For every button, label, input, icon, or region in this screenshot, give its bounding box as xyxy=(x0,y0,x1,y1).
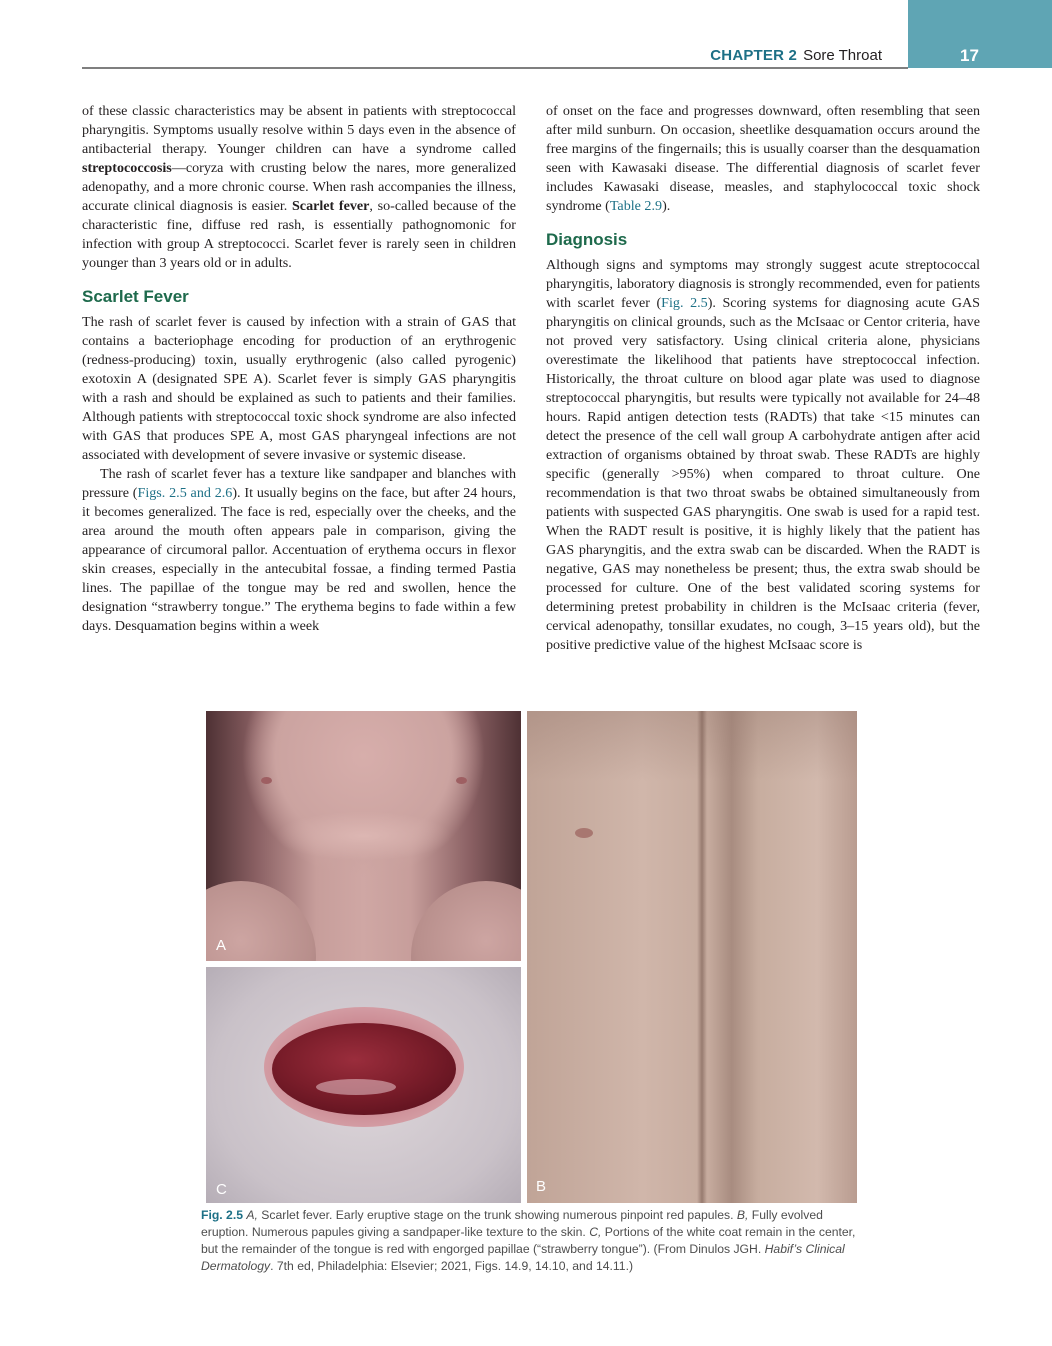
panel-label-b: B xyxy=(536,1178,547,1195)
header-rule xyxy=(82,67,908,69)
shadow-shape xyxy=(527,711,857,781)
text-run: of onset on the face and progresses downward, often resembling that seen after mild sunburn. On occasion, sheetlike desquamation occurs around the free margins of the fingernails; this is usually coarser than the desquamation seen with Kawasaki disease. The differential diagnosis of scarlet fever includes Kawasaki disease, measles, and staphylococcal toxic shock syndrome ( xyxy=(546,103,980,214)
tongue-highlight xyxy=(316,1079,396,1095)
caption-text: Portions of the white coat remain in the center, but the remainder of the tongue is red with engorged papillae (“strawberry tongue”). (From Dinulos JGH. xyxy=(201,1225,856,1256)
left-column xyxy=(82,102,516,636)
caption-letter: B, xyxy=(736,1208,749,1222)
nipple-shape xyxy=(261,777,272,784)
figure-2-5 xyxy=(206,711,857,1203)
table-link[interactable]: Table 2.9 xyxy=(609,198,663,214)
page-number: 17 xyxy=(960,46,979,65)
section-heading-scarlet-fever: Scarlet Fever xyxy=(82,287,189,306)
right-column xyxy=(546,102,980,655)
section-heading-diagnosis: Diagnosis xyxy=(546,230,628,249)
shoulder-shape xyxy=(411,881,521,961)
caption-text: Fully evolved eruption. Numerous papules giving a sandpaper-like texture to the skin. xyxy=(201,1208,823,1239)
text-run: The rash of scarlet fever has a texture like sandpaper and blanches with pressure ( xyxy=(82,466,516,501)
figure-link[interactable]: Figs. 2.5 and 2.6 xyxy=(137,485,233,501)
caption-book-title: Habif’s Clinical Dermatology xyxy=(201,1242,845,1273)
figure-caption xyxy=(201,1207,861,1275)
paragraph xyxy=(546,102,980,216)
photo-panel-a-trunk xyxy=(206,711,521,961)
figure-link[interactable]: Fig. 2.5 xyxy=(661,295,708,311)
chapter-title: Sore Throat xyxy=(803,47,882,64)
nipple-shape xyxy=(575,828,593,838)
caption-figure-label: Fig. 2.5 xyxy=(201,1208,243,1222)
photo-panel-b-arm xyxy=(527,711,857,1203)
caption-letter: A, xyxy=(246,1208,258,1222)
text-run: , so-called because of the characteristic fine, diffuse red rash, is essentially pathognomonic for infection with group A streptococci. Scarlet fever is rarely seen in children younger than 3 years old or in adults. xyxy=(82,198,517,271)
caption-text: Scarlet fever. Early eruptive stage on the trunk showing numerous pinpoint red papules. xyxy=(257,1208,737,1222)
caption-text: . 7th ed, Philadelphia: Elsevier; 2021, Figs. 14.9, 14.10, and 14.11.) xyxy=(270,1259,634,1273)
paragraph xyxy=(82,465,516,636)
bold-term: streptococcosis xyxy=(82,160,172,176)
chapter-tab xyxy=(908,0,1052,68)
paragraph: The rash of scarlet fever is caused by infection with a strain of GAS that contains a bacteriophage encoding for production of an erythrogenic (redness-producing) toxin, usually erythrogenic (also called pyrogenic) exotoxin A (designated SPE A). Scarlet fever is simply GAS pharyngitis with a rash and should be explained as such to patients and their families. Although patients with streptococcal toxic shock syndrome are also infected with GAS that produces SPE A, most GAS pharyngeal infections are not associated with development of severe invasive or systemic disease. xyxy=(82,314,516,463)
photo-panel-c-tongue xyxy=(206,967,521,1203)
caption-letter: C, xyxy=(589,1225,602,1239)
arm-edge-shape xyxy=(697,711,707,1203)
panel-label-a: A xyxy=(216,937,227,954)
bold-term: Scarlet fever xyxy=(291,198,370,214)
text-run: ). xyxy=(662,198,671,214)
text-run: ). Scoring systems for diagnosing acute GAS pharyngitis on clinical grounds, such as the McIsaac or Centor criteria, have not proved very satisfactory. Using clinical criteria alone, physicians overestimate the likelihood that patients have streptococcal infection. Historically, the throat culture on blood agar plate was used to diagnose streptococcal pharyngitis, but results were typically not available for 24–48 hours. Rapid antigen detection tests (RADTs) that take <15 minutes can detect the presence of the cell wall group A carbohydrate antigen after acid extraction of organisms obtained by throat swab. These RADTs are highly specific (generally >95%) when compared to throat culture. One recommendation is that two throat swabs be obtained simultaneously from patients with suspected GAS pharyngitis. One swab is used for a rapid test. When the RADT result is positive, it is highly likely that the patient has GAS pharyngitis, and the extra swab can be discarded. When the RADT is negative, GAS may nonetheless be present; thus, the extra swab should be processed for culture. One of the best validated scoring systems for determining pretest probability in children is the McIsaac criteria (fever, cervical adenopathy, tonsillar exudates, no cough, 3–15 years old), but the positive predictive value of the highest McIsaac score is xyxy=(546,295,980,653)
text-run: ). It usually begins on the face, but after 24 hours, it becomes generalized. The face is red, especially over the cheeks, and the area around the mouth often appears pale in comparison, giving the appearance of circumoral pallor. Accentuation of erythema occurs in flexor skin creases, especially in the antecubital fossae, a finding termed Pastia lines. The papillae of the tongue may be red and swollen, hence the designation “strawberry tongue.” The erythema begins to fade within a few days. Desquamation begins within a week xyxy=(82,485,516,634)
chapter-label: CHAPTER 2 xyxy=(710,47,798,64)
tongue-shape xyxy=(272,1023,456,1115)
nipple-shape xyxy=(456,777,467,784)
text-run: Although signs and symptoms may strongly suggest acute streptococcal pharyngitis, laboratory diagnosis is strongly recommended, even for patients with scarlet fever ( xyxy=(546,257,980,311)
paragraph xyxy=(546,256,980,655)
text-run: —coryza with crusting below the nares, more generalized adenopathy, and a more chronic course. When rash accompanies the illness, accurate clinical diagnosis is easier. xyxy=(82,160,516,214)
panel-label-c: C xyxy=(216,1181,227,1198)
text-run: of these classic characteristics may be absent in patients with streptococcal pharyngitis. Symptoms usually resolve within 5 days even in the absence of antibacterial therapy. Younger children can have a syndrome called xyxy=(82,103,516,157)
running-header xyxy=(710,47,882,64)
paragraph xyxy=(82,102,516,273)
